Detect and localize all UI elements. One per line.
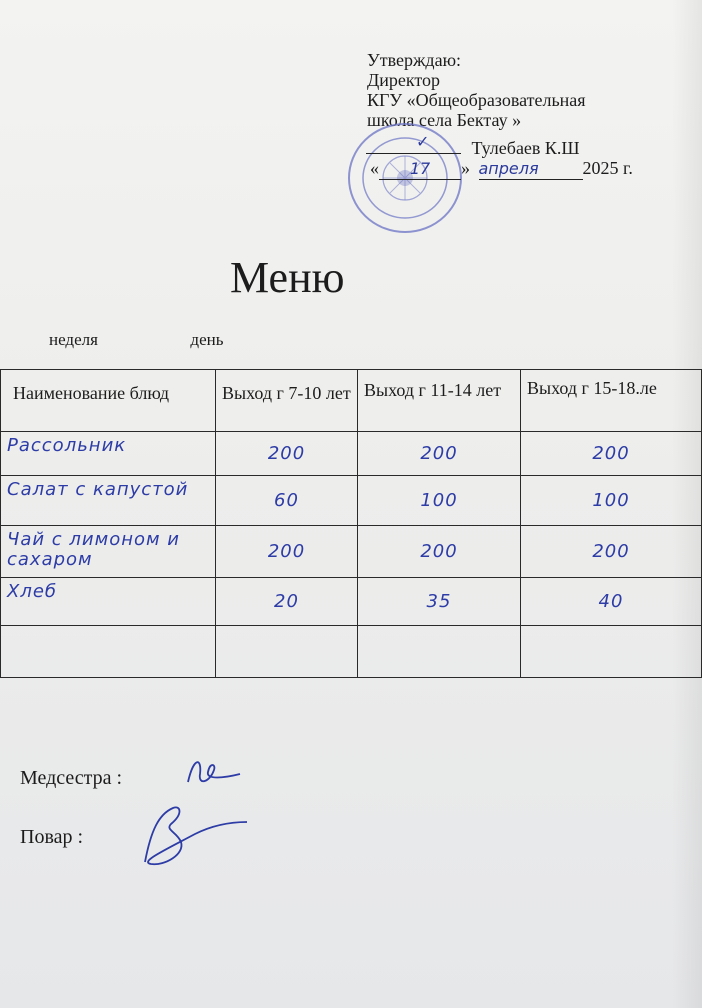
week-label: неделя (49, 330, 98, 349)
table-header: Выход г 11-14 лет (358, 370, 521, 432)
portion-7-10: 200 (216, 526, 358, 578)
portion-15-18 (521, 626, 702, 678)
week-day-line (49, 330, 223, 350)
dish-name (1, 626, 216, 678)
portion-7-10: 20 (216, 578, 358, 626)
menu-table (0, 369, 702, 678)
table-row (1, 432, 702, 476)
portion-15-18: 200 (521, 526, 702, 578)
dish-name: Хлеб (1, 578, 216, 626)
portion-11-14: 35 (358, 578, 521, 626)
portion-7-10: 200 (216, 432, 358, 476)
cook-label: Повар : (20, 826, 84, 848)
day-label: день (190, 330, 224, 349)
date-month: апреля (478, 159, 539, 178)
director-name: Тулебаев К.Ш (471, 138, 580, 158)
dish-name: Салат с капустой (1, 476, 216, 526)
table-header: Выход г 15-18.ле (521, 370, 702, 432)
nurse-label: Медсестра : (20, 767, 123, 789)
portion-15-18: 40 (521, 578, 702, 626)
approval-org-line2: школа села Бектау » (367, 110, 522, 130)
page-title: Меню (230, 253, 345, 302)
cook-signature-icon (125, 800, 255, 875)
approval-position: Директор (367, 70, 441, 90)
portion-7-10 (216, 626, 358, 678)
table-row (1, 476, 702, 526)
portion-15-18: 200 (521, 432, 702, 476)
dish-name: Рассольник (1, 432, 216, 476)
portion-7-10: 60 (216, 476, 358, 526)
approval-block (367, 50, 586, 130)
nurse-signature-icon (180, 752, 250, 792)
table-row (1, 526, 702, 578)
table-header: Наименование блюд (1, 370, 216, 432)
portion-11-14: 200 (358, 432, 521, 476)
portion-11-14 (358, 626, 521, 678)
portion-11-14: 200 (358, 526, 521, 578)
table-header-row (1, 370, 702, 432)
date-year: 2025 г. (582, 158, 633, 178)
approval-date: « 17 » апреля 2025 г. (370, 158, 633, 178)
date-day: 17 (409, 159, 431, 178)
portion-11-14: 100 (358, 476, 521, 526)
portion-15-18: 100 (521, 476, 702, 526)
table-header: Выход г 7-10 лет (216, 370, 358, 432)
table-row (1, 626, 702, 678)
director-signature-line: ✓ Тулебаев К.Ш (366, 138, 580, 159)
dish-name: Чай с лимоном и сахаром (1, 526, 216, 578)
approval-title: Утверждаю: (367, 50, 462, 70)
table-row (1, 578, 702, 626)
approval-org-line1: КГУ «Общеобразовательная (367, 90, 586, 110)
